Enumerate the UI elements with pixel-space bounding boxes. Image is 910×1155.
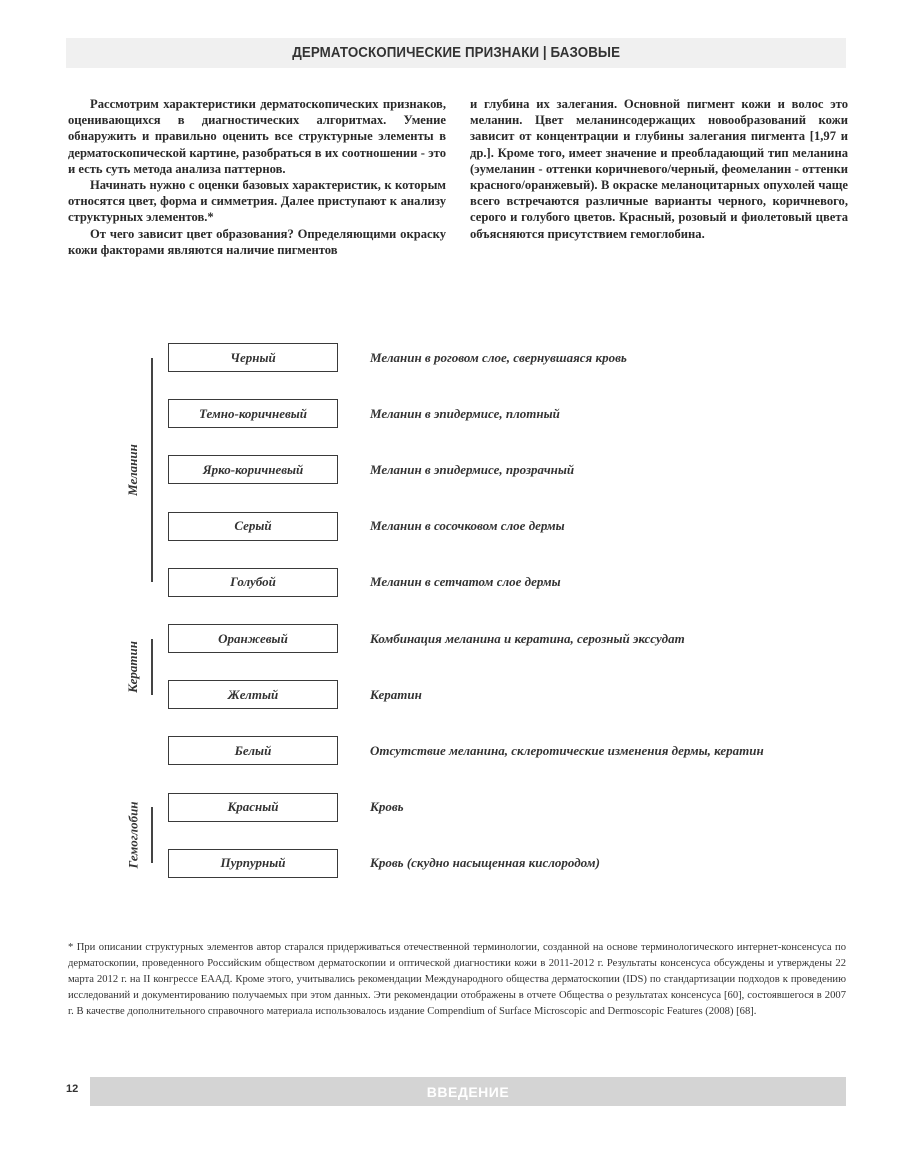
color-description: Кровь [370,799,404,815]
group-bracket-line [151,807,153,863]
header-title: ДЕРМАТОСКОПИЧЕСКИЕ ПРИЗНАКИ | БАЗОВЫЕ [292,45,620,61]
group-label: Меланин [124,444,140,496]
color-box: Оранжевый [168,624,338,653]
paragraph: Рассмотрим характеристики дерматоскопических признаков, оценивающихся в диагностических алгоритмах. Умение обнаружить и правильно оценить все структурные элементы в дерматоскопической картине, разобраться в их соотношении - это и есть суть метода анализа паттернов. [68,97,446,176]
color-description: Кератин [370,686,422,702]
paragraph: Начинать нужно с оценки базовых характеристик, к которым относятся цвет, форма и симметрия. Далее приступают к анализу структурных элементов.* [68,178,446,225]
paragraph: и глубина их залегания. Основной пигмент кожи и волос это меланин. Цвет меланинсодержащих новообразований кожи зависит от концентрации и глубины залегания пигмента [1,97 и др.]. Кроме того, имеет значение и преобладающий тип меланина (эумеланин - оттенки коричневого/черный, феомеланин - оттенки красного/оранжевый). В окраске меланоцитарных опухолей чаще всего встречаются различные варианты черного, коричневого, серого и голубого цветов. Красный, розовый и фиолетовый цвета объясняются присутствием гемоглобина. [470,97,848,241]
paragraph: От чего зависит цвет образования? Определяющими окраску кожи факторами являются наличие пигментов [68,226,446,257]
color-description: Меланин в сетчатом слое дермы [370,574,561,590]
running-footer [90,1077,846,1106]
color-box: Пурпурный [168,849,338,878]
color-description: Меланин в сосочковом слое дермы [370,518,565,534]
group-label: Гемоглобин [125,801,141,869]
color-description: Кровь (скудно насыщенная кислородом) [370,855,600,871]
page-number: 12 [66,1083,79,1095]
group-label: Кератин [124,640,140,693]
color-box: Черный [168,343,338,372]
color-box: Темно-коричневый [168,399,338,428]
group-bracket-line [151,358,153,583]
color-description: Меланин в роговом слое, свернувшаяся кровь [370,349,627,365]
group-bracket-line [151,639,153,695]
color-box: Белый [168,736,338,765]
color-description: Меланин в эпидермисе, прозрачный [370,461,575,477]
color-box: Красный [168,793,338,822]
color-description: Отсутствие меланина, склеротические изменения дермы, кератин [370,742,764,758]
color-box: Ярко-коричневый [168,455,338,484]
footer-section-title: ВВЕДЕНИЕ [426,1083,510,1100]
color-box: Голубой [168,568,338,597]
color-box: Серый [168,512,338,541]
color-description: Комбинация меланина и кератина, серозный экссудат [370,630,685,646]
color-box: Желтый [168,680,338,709]
color-description: Меланин в эпидермисе, плотный [370,405,560,421]
footnote: * При описании структурных элементов автор старался придерживаться отечественной терминологии, созданной на основе терминологического интернет-консенсуса по дерматоскопии, проведенного Российским обществом дерматоскопии и оптической диагностики кожи в 2011-2012 г. Результаты консенсуса обсуждены и утверждены 22 марта 2012 г. на II конгрессе ЕААД. Кроме этого, учитывались рекомендации Международного общества дерматоскопии (IDS) по стандартизации подходов к проведению исследований и документированию получаемых при этом данных. Эти рекомендации отображены в отчете Общества о результатах консенсуса [60], состоявшегося в 2007 г. В качестве дополнительного справочного материала использовалось издание Compendium of Surface Microscopic and Dermoscopic Features (2008) [68]. [68,942,846,1017]
